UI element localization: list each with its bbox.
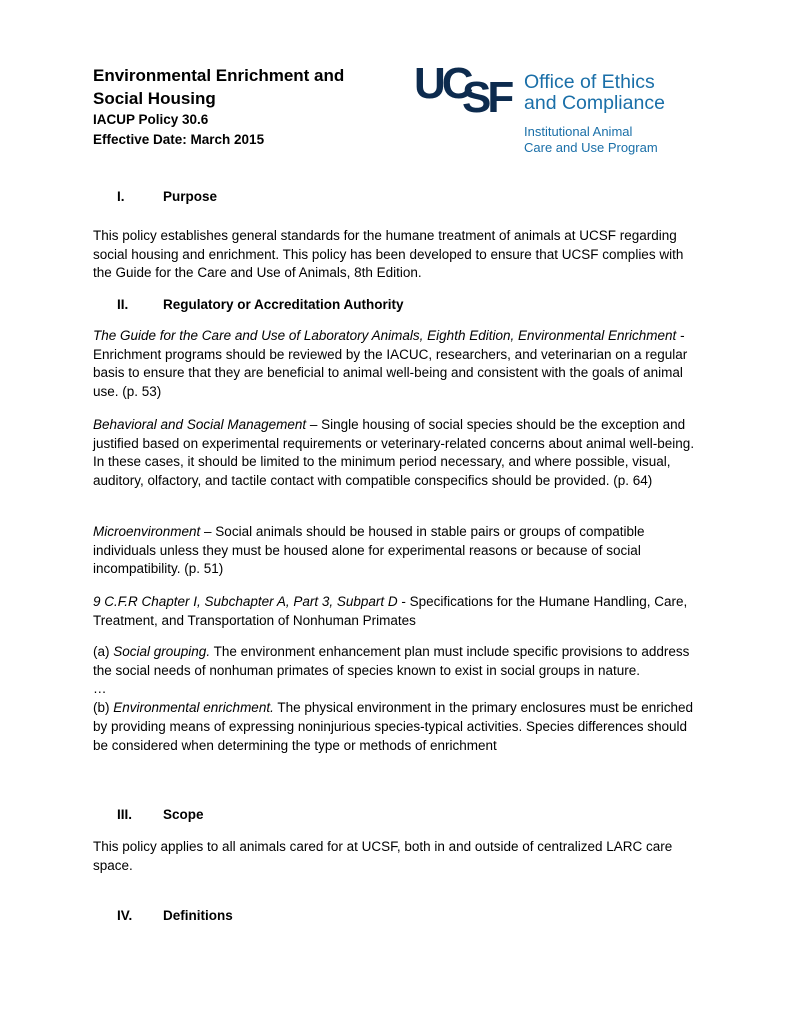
term-italic: Environmental enrichment. (113, 700, 274, 716)
section-title: Scope (163, 807, 204, 822)
paragraph-text: – Single housing of social species should be the exception and justified based on experimental requirements or veterinary-related concerns about animal well-being. In these cases, it should be limited to the minimum period necessary, and where possible, visual, auditory, olfactory, and tactile contact with compatible conspecifics should be provided. (p. 64) (93, 417, 695, 489)
logo-line-1: Office of Ethics (524, 71, 655, 93)
paragraph-text: – Social animals should be housed in stable pairs or groups of compatible individuals unless they must be housed alone for experimental reasons or because of social incompatibility. (p. 51) (93, 524, 645, 577)
regulatory-paragraph-microenvironment (93, 523, 703, 579)
ucsf-wordmark-sf: SF (462, 73, 511, 118)
list-prefix: (b) (93, 700, 114, 716)
paragraph-text: - Specifications for the Humane Handling, Care, Treatment, and Transportation of Nonhuman Primates (93, 594, 688, 628)
citation-italic: Microenvironment (93, 524, 201, 539)
citation-italic: 9 C.F.R Chapter I, Subchapter A, Part 3, Subpart D (93, 594, 398, 609)
regulatory-paragraph-behavioral (93, 416, 703, 491)
scope-text: This policy applies to all animals cared for at UCSF, both in and outside of centralized LARC care space. (93, 839, 673, 873)
title-line-2: Social Housing (93, 89, 216, 108)
section-number: I. (117, 189, 125, 204)
ucsf-logo (412, 58, 702, 158)
citation-italic: Behavioral and Social Management (93, 417, 307, 432)
list-prefix: (a) (93, 644, 114, 659)
paragraph-text: The physical environment in the primary enclosures must be enriched by providing means of expressing noninjurious species-typical activities. Species differences should be considered when determining the type or methods of enrichment (93, 700, 694, 753)
regulatory-paragraph-cfr (93, 593, 703, 630)
paragraph-text: The environment enhancement plan must include specific provisions to address the social needs of nonhuman primates of species known to exist in social groups in nature. (93, 644, 690, 678)
effective-date: Effective Date: March 2015 (93, 132, 265, 147)
section-heading-regulatory (117, 296, 404, 314)
document-title (93, 64, 413, 110)
document-header (93, 64, 413, 150)
section-number: IV. (117, 908, 133, 923)
logo-line-2: and Compliance (524, 92, 665, 114)
section-heading-scope (117, 806, 204, 824)
citation-italic: The Guide for the Care and Use of Laboratory Animals, Eighth Edition, Environmental Enrichment (93, 328, 677, 343)
section-number: II. (117, 297, 129, 312)
regulatory-paragraph-social-grouping (93, 643, 703, 755)
section-title: Definitions (163, 908, 233, 923)
paragraph-text: - Enrichment programs should be reviewed by the IACUC, researchers, and veterinarian on a regular basis to ensure that they are beneficial to animal well-being and consistent with the goals of animal use. (p. 53) (93, 328, 688, 400)
section-number: III. (117, 807, 133, 822)
ellipsis: … (93, 681, 107, 697)
logo-line-4: Care and Use Program (524, 140, 658, 155)
logo-text-block (524, 72, 665, 156)
section-title: Regulatory or Accreditation Authority (163, 297, 404, 312)
policy-number: IACUP Policy 30.6 (93, 112, 209, 127)
ucsf-wordmark-uc: UC (414, 59, 470, 108)
logo-line-3: Institutional Animal (524, 124, 633, 139)
section-heading-definitions (117, 907, 233, 925)
title-line-1: Environmental Enrichment and (93, 66, 345, 85)
ucsf-wordmark-logo (412, 58, 520, 118)
section-title: Purpose (163, 189, 218, 204)
section-heading-purpose (117, 188, 217, 206)
term-italic: Social grouping. (113, 644, 211, 659)
regulatory-paragraph-guide (93, 327, 703, 402)
purpose-text: This policy establishes general standards for the humane treatment of animals at UCSF regarding social housing and enrichment. This policy has been developed to ensure that UCSF complies with the Guide for the Care and Use of Animals, 8th Edition. (93, 228, 684, 281)
